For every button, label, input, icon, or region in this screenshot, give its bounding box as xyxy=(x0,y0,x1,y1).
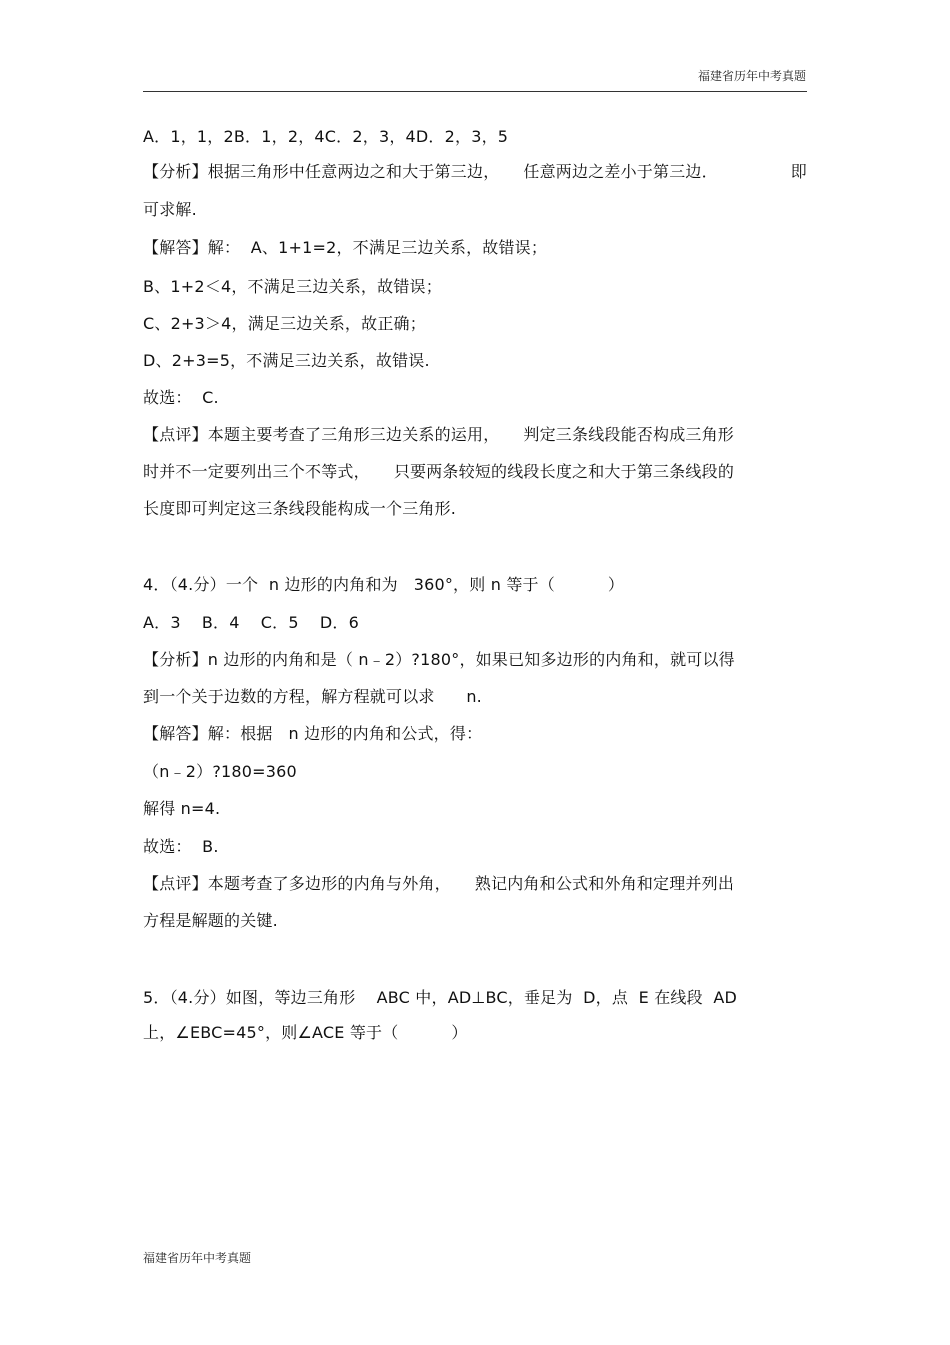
q4-question: 4．（4.分）一个 n 边形的内角和为 360°，则 n 等于（ ） xyxy=(143,575,625,594)
q3-comment-part-3: 时并不一定要列出三个不等式， xyxy=(143,462,370,481)
q3-answer-line-2: B、1+2＜4，不满足三边关系，故错误； xyxy=(143,277,442,296)
q3-analysis-line-1 xyxy=(143,161,807,183)
q3-comment-part-4: 只要两条较短的线段长度之和大于第三条线段的 xyxy=(393,462,735,481)
q3-analysis-part-3: 即 xyxy=(790,162,807,181)
q3-comment-line-2 xyxy=(143,461,807,483)
q3-comment-line-1 xyxy=(143,424,807,446)
q4-answer-line-3: 解得 n=4. xyxy=(143,799,221,818)
q4-choice: 故选： B. xyxy=(143,837,219,856)
q4-answer-line-2: （n﹣2）?180=360 xyxy=(143,762,297,781)
q3-answer-line-4: D、2+3=5，不满足三边关系，故错误. xyxy=(143,351,430,370)
q3-comment-part-1: 【点评】本题主要考查了三角形三边关系的运用， xyxy=(143,425,500,444)
page-footer-title: 福建省历年中考真题 xyxy=(143,1251,252,1265)
page-header-title: 福建省历年中考真题 xyxy=(697,69,806,83)
q3-comment-part-2: 判定三条线段能否构成三角形 xyxy=(523,425,735,444)
q5-question-line-2: 上，∠EBC=45°，则∠ACE 等于（ ） xyxy=(143,1023,468,1042)
q3-analysis-part-2: 任意两边之差小于第三边． xyxy=(523,162,718,181)
q4-comment-part-2: 熟记内角和公式和外角和定理并列出 xyxy=(474,874,735,893)
q4-comment-line-2: 方程是解题的关键. xyxy=(143,911,278,930)
q4-comment-part-1: 【点评】本题考查了多边形的内角与外角， xyxy=(143,874,451,893)
q5-question-line-1: 5．（4.分）如图，等边三角形 ABC 中，AD⊥BC，垂足为 D，点 E 在线段 AD xyxy=(143,988,738,1007)
q4-answer-line-1: 【解答】解：根据 n 边形的内角和公式，得： xyxy=(143,724,483,743)
q3-options: A．1，1，2B．1，2，4C．2，3，4D．2，3，5 xyxy=(143,127,509,146)
q3-comment-line-3: 长度即可判定这三条线段能构成一个三角形. xyxy=(143,499,457,518)
q3-answer-line-3: C、2+3＞4，满足三边关系，故正确； xyxy=(143,314,426,333)
q3-choice: 故选： C. xyxy=(143,388,219,407)
header-divider xyxy=(143,91,807,92)
q4-options: A．3 B．4 C．5 D．6 xyxy=(143,613,359,632)
q3-answer-line-1: 【解答】解： A、1+1=2，不满足三边关系，故错误； xyxy=(143,238,548,257)
q4-analysis-line-1: 【分析】n 边形的内角和是（ n﹣2）?180°，如果已知多边形的内角和，就可以得 xyxy=(143,650,735,669)
q3-analysis-line-2: 可求解. xyxy=(143,200,197,219)
q4-analysis-line-2: 到一个关于边数的方程，解方程就可以求 n. xyxy=(143,687,482,706)
q4-comment-line-1 xyxy=(143,873,807,895)
q3-analysis-part-1: 【分析】根据三角形中任意两边之和大于第三边， xyxy=(143,162,500,181)
